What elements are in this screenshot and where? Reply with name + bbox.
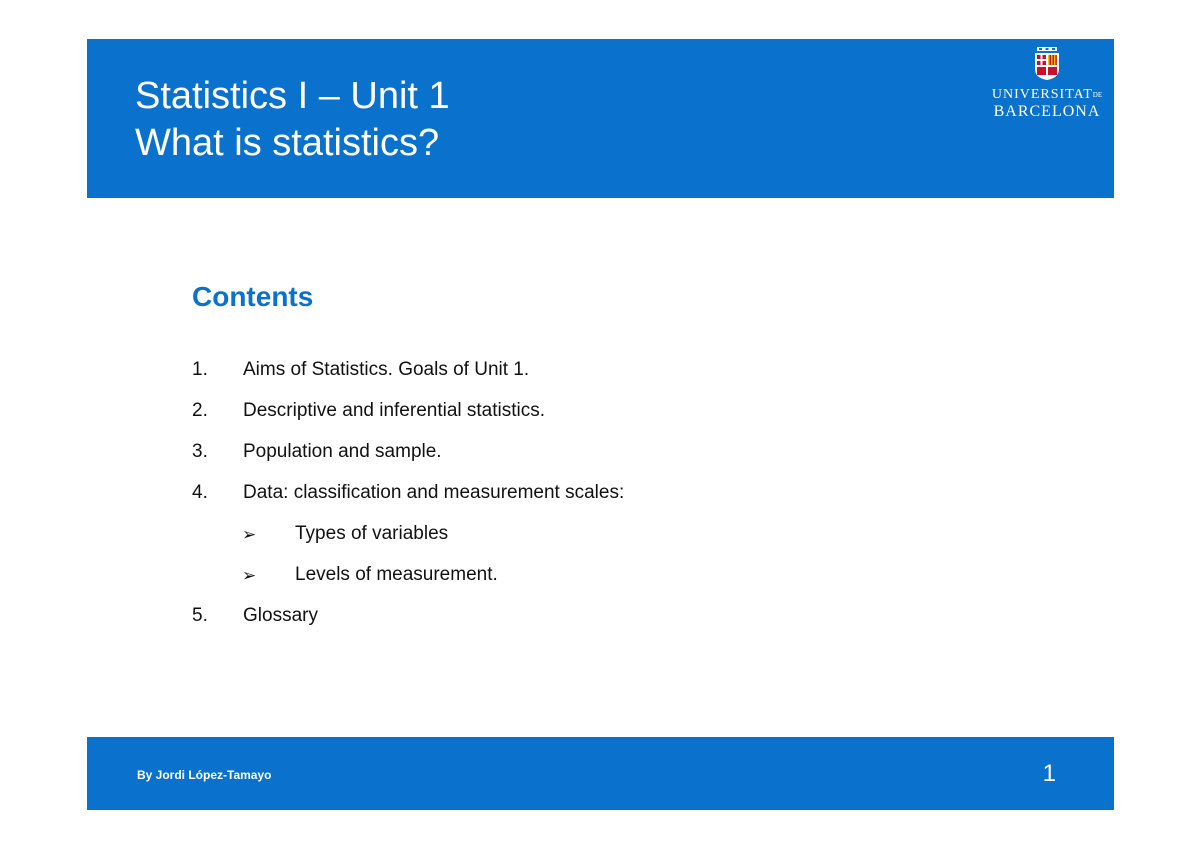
logo-barcelona-text: BARCELONA bbox=[993, 103, 1101, 120]
contents-heading: Contents bbox=[192, 281, 314, 312]
header-banner bbox=[87, 39, 1114, 198]
item-number: 1. bbox=[192, 359, 208, 380]
contents-item-5 bbox=[192, 604, 992, 645]
subitem-text: Types of variables bbox=[295, 523, 449, 544]
item-text: Population and sample. bbox=[243, 441, 442, 462]
contents-subitem-1 bbox=[192, 522, 992, 563]
logo-word-de: DE bbox=[1092, 91, 1103, 99]
contents-item-1 bbox=[192, 358, 992, 399]
item-number: 4. bbox=[192, 482, 208, 503]
contents-subitem-2 bbox=[192, 563, 992, 604]
logo-word-universitat: UNIVERSITAT bbox=[991, 87, 1093, 102]
author-credit: By Jordi López-Tamayo bbox=[137, 768, 272, 782]
item-number: 3. bbox=[192, 441, 208, 462]
item-text: Glossary bbox=[243, 605, 318, 626]
item-number: 2. bbox=[192, 400, 208, 421]
contents-item-3 bbox=[192, 440, 992, 481]
contents-list bbox=[192, 358, 992, 645]
arrow-bullet-icon: ➢ bbox=[242, 566, 257, 585]
item-text: Data: classification and measurement scales: bbox=[243, 482, 625, 503]
subitem-text: Levels of measurement. bbox=[295, 564, 498, 585]
item-text: Aims of Statistics. Goals of Unit 1. bbox=[243, 359, 530, 380]
footer-banner bbox=[87, 737, 1114, 810]
title-line-1: Statistics I – Unit 1 bbox=[135, 75, 450, 117]
logo-university-text bbox=[983, 87, 1111, 103]
item-text: Descriptive and inferential statistics. bbox=[243, 400, 546, 421]
contents-item-2 bbox=[192, 399, 992, 440]
arrow-bullet-icon: ➢ bbox=[242, 525, 257, 544]
university-logo bbox=[983, 43, 1111, 143]
item-number: 5. bbox=[192, 605, 208, 626]
title-line-2: What is statistics? bbox=[135, 122, 440, 164]
page-number: 1 bbox=[1042, 760, 1056, 787]
contents-item-4 bbox=[192, 481, 992, 522]
university-crest-icon bbox=[1034, 47, 1060, 81]
slide-title bbox=[135, 73, 450, 167]
